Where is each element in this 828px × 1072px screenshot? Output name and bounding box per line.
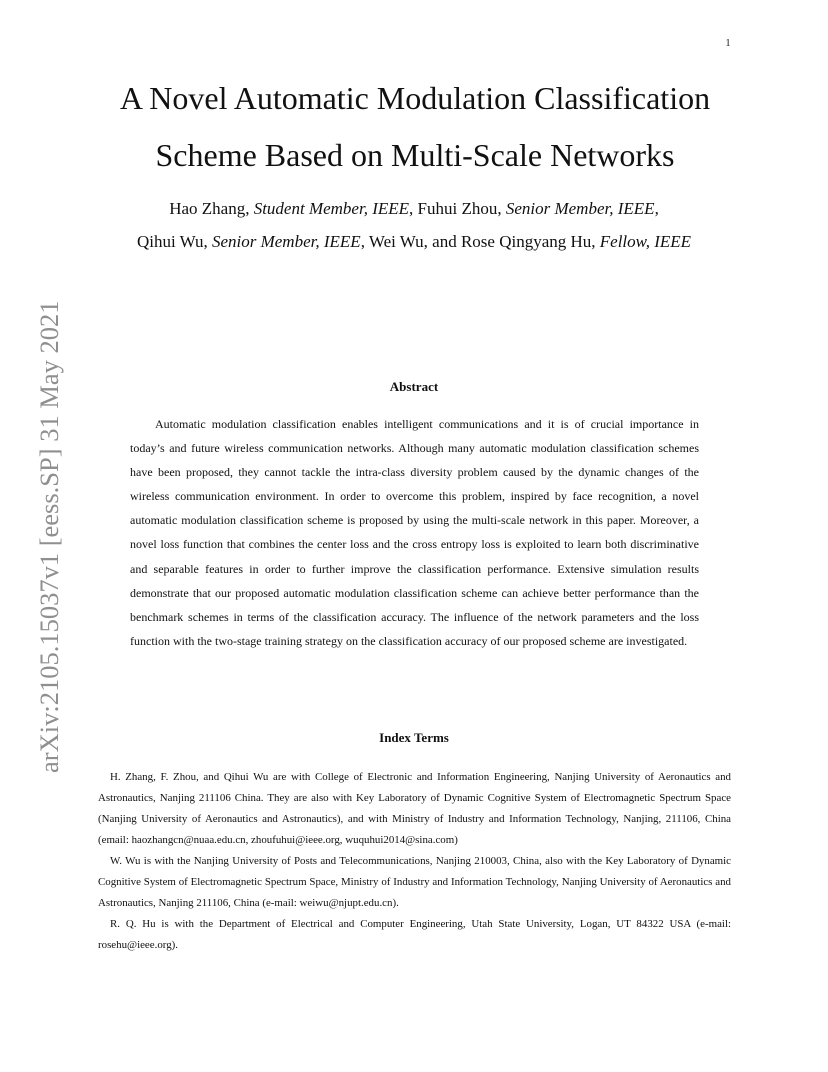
index-terms-heading: Index Terms (379, 730, 449, 745)
author-separator: , (591, 232, 600, 251)
author-role: Fellow, IEEE (599, 232, 692, 251)
author-line-1 (82, 198, 746, 220)
author-separator: , and (423, 232, 461, 251)
abstract-text: Automatic modulation classification enables intelligent communications and it is of crucial importance in today’s and future wireless communication networks. Although many automatic modulation classification schemes have been proposed, they cannot tackle the intra-class diversity problem caused by the dynamic changes of the wireless communication environment. In order to overcome this problem, inspired by face recognition, a novel automatic modulation classification scheme is proposed by using the multi-scale network in this paper. Moreover, a novel loss function that combines the center loss and the cross entropy loss is exploited to learn both discriminative and separable features in order to further improve the classification performance. Extensive simulation results demonstrate that our proposed automatic modulation classification scheme can achieve better performance than the benchmark schemes in terms of the classification accuracy. The influence of the network parameters and the loss function with the two-stage training strategy on the classification accuracy of our proposed scheme are investigated. (130, 417, 699, 648)
author-separator: , (497, 199, 506, 218)
author-separator: , (245, 199, 254, 218)
footnote-affiliation-wei-wu: W. Wu is with the Nanjing University of Posts and Telecommunications, Nanjing 210003, China, also with the Key Laboratory of Dynamic Cognitive System of Electromagnetic Spectrum Space, Ministry of Industry and Information Technology, Nanjing University of Aeronautics and Astronautics, Nanjing 211106, China (e-mail: weiwu@njupt.edu.cn). (98, 855, 731, 909)
author-separator: , (409, 199, 418, 218)
arxiv-identifier: arXiv:2105.15037v1 [eess.SP] 31 May 2021 (34, 300, 64, 773)
page-number: 1 (725, 38, 731, 49)
footnote-affiliation-zhang-zhou-wu: H. Zhang, F. Zhou, and Qihui Wu are with College of Electronic and Information Engineering, Nanjing University of Aeronautics and Astronautics, Nanjing 211106 China. They are also with Key Laboratory of Dynamic Cognitive System of Electromagnetic Spectrum Space (Nanjing University of Aeronautics and Astronautics), and with Ministry of Industry and Information Technology, Nanjing, 211106, China (email: haozhangcn@nuaa.edu.cn, zhoufuhui@ieee.org, wuquhui2014@sina.com) (98, 771, 731, 846)
paper-title-line-2: Scheme Based on Multi-Scale Networks (155, 137, 675, 173)
author-role: Student Member, IEEE (253, 199, 410, 218)
author-name: Qihui Wu (136, 232, 204, 251)
author-role: Senior Member, IEEE (505, 199, 655, 218)
author-separator: , (654, 199, 659, 218)
affiliation-footnotes (98, 767, 731, 956)
paper-title-line-1: A Novel Automatic Modulation Classification (119, 80, 711, 116)
author-line-2 (82, 231, 746, 253)
author-name: Rose Qingyang Hu (460, 232, 592, 251)
abstract-heading: Abstract (389, 379, 439, 394)
author-name: Hao Zhang (169, 199, 246, 218)
footnote-affiliation-hu: R. Q. Hu is with the Department of Electrical and Computer Engineering, Utah State University, Logan, UT 84322 USA (e-mail: rosehu@ieee.org). (98, 918, 731, 951)
author-role: Senior Member, IEEE (211, 232, 361, 251)
author-separator: , (360, 232, 369, 251)
author-name: Fuhui Zhou (417, 199, 498, 218)
author-name: Wei Wu (368, 232, 424, 251)
author-separator: , (203, 232, 212, 251)
